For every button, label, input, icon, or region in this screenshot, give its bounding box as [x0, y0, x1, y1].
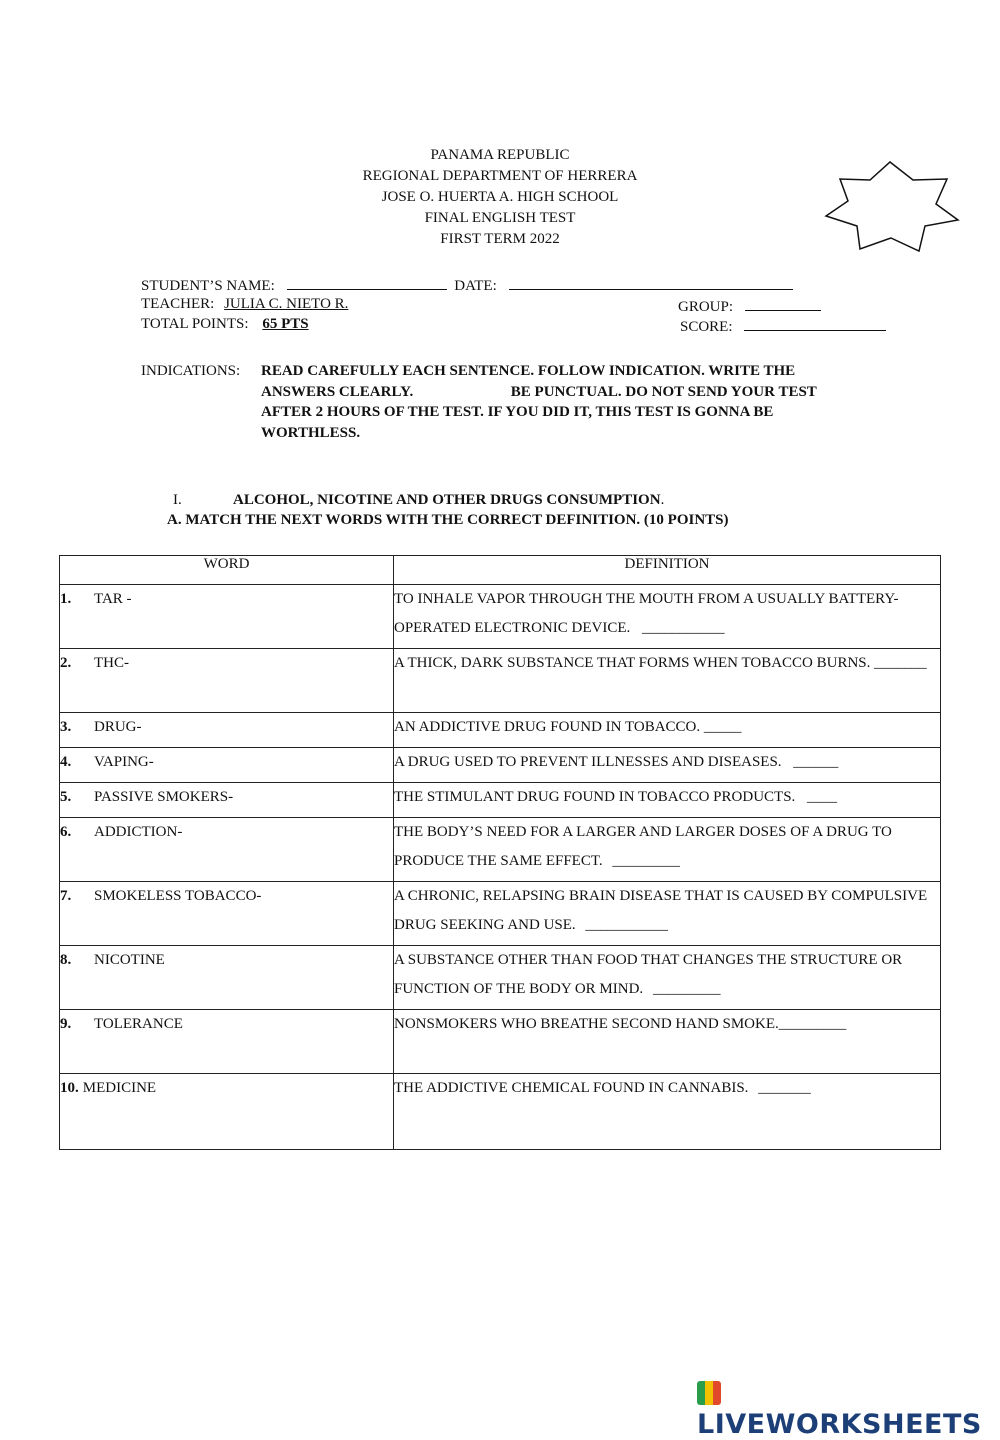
row-word: TAR -	[94, 591, 132, 607]
answer-blank[interactable]: _________	[778, 1016, 847, 1032]
word-column-header: WORD	[60, 556, 394, 585]
table-row	[60, 649, 941, 713]
answer-blank[interactable]: _______	[758, 1080, 811, 1096]
matching-table	[59, 555, 941, 1150]
row-number: 5.	[60, 789, 72, 805]
score-row	[680, 316, 886, 336]
total-points-row	[141, 316, 309, 333]
row-word: MEDICINE	[82, 1080, 157, 1096]
row-number: 9.	[60, 1016, 72, 1032]
answer-blank[interactable]: ___________	[642, 620, 725, 636]
teacher-value: JULIA C. NIETO R.	[224, 296, 349, 312]
row-word: TOLERANCE	[94, 1016, 183, 1032]
row-word: PASSIVE SMOKERS-	[94, 789, 234, 805]
table-row	[60, 748, 941, 783]
row-word: DRUG-	[94, 719, 142, 735]
student-name-row	[141, 275, 793, 295]
table-row	[60, 1010, 941, 1074]
definition-column-header: DEFINITION	[394, 556, 941, 585]
row-word: ADDICTION-	[94, 824, 183, 840]
table-row	[60, 882, 941, 946]
header-line-country: PANAMA REPUBLIC	[430, 147, 570, 163]
table-row	[60, 946, 941, 1010]
row-definition: NONSMOKERS WHO BREATHE SECOND HAND SMOKE.	[394, 1016, 779, 1032]
row-definition: A THICK, DARK SUBSTANCE THAT FORMS WHEN TOBACCO BURNS.	[394, 655, 871, 671]
row-definition: A SUBSTANCE OTHER THAN FOOD THAT CHANGES THE STRUCTURE OR FUNCTION OF THE BODY OR MIND.	[394, 952, 903, 997]
student-name-label: STUDENT’S NAME:	[141, 278, 275, 294]
indications-label: INDICATIONS:	[141, 363, 241, 379]
indications-text: READ CAREFULLY EACH SENTENCE. FOLLOW INDICATION. WRITE THE ANSWERS CLEARLY. BE PUNCTUAL. DO NOT SEND YOUR TEST AFTER 2 HOURS OF THE TEST. IF YOU DID IT, THIS TEST IS GONNA BE WORTHLESS.	[261, 363, 820, 441]
group-field[interactable]	[745, 296, 821, 311]
date-label: DATE:	[454, 278, 497, 294]
row-definition: AN ADDICTIVE DRUG FOUND IN TOBACCO.	[394, 719, 701, 735]
row-definition: THE BODY’S NEED FOR A LARGER AND LARGER DOSES OF A DRUG TO PRODUCE THE SAME EFFECT.	[394, 824, 892, 869]
date-field[interactable]	[509, 275, 793, 290]
table-header-row	[60, 556, 941, 585]
header-line-school: JOSE O. HUERTA A. HIGH SCHOOL	[381, 189, 619, 205]
row-number: 3.	[60, 719, 72, 735]
row-number: 10.	[60, 1080, 79, 1096]
section-title	[233, 492, 664, 509]
answer-blank[interactable]: ____	[807, 789, 838, 805]
table-row	[60, 783, 941, 818]
answer-blank[interactable]: _________	[652, 981, 721, 997]
answer-blank[interactable]: ___________	[585, 917, 668, 933]
answer-blank[interactable]: ______	[793, 754, 839, 770]
liveworksheets-brand-text: LIVEWORKSHEETS	[697, 1409, 982, 1440]
section-subtitle: A. MATCH THE NEXT WORDS WITH THE CORRECT DEFINITION. (10 POINTS)	[167, 512, 729, 528]
row-number: 4.	[60, 754, 72, 770]
row-number: 1.	[60, 591, 72, 607]
row-number: 6.	[60, 824, 72, 840]
answer-blank[interactable]: _________	[612, 853, 680, 869]
row-definition: TO INHALE VAPOR THROUGH THE MOUTH FROM A USUALLY BATTERY-OPERATED ELECTRONIC DEVICE.	[394, 591, 899, 636]
section-numeral: I.	[173, 492, 182, 508]
student-name-field[interactable]	[287, 275, 447, 290]
table-row	[60, 1074, 941, 1150]
row-number: 2.	[60, 655, 72, 671]
row-definition: THE ADDICTIVE CHEMICAL FOUND IN CANNABIS.	[394, 1080, 749, 1096]
teacher-label: TEACHER:	[141, 296, 215, 312]
row-word: THC-	[94, 655, 129, 671]
table-row	[60, 713, 941, 748]
group-row	[678, 296, 821, 316]
total-points-label: TOTAL POINTS:	[141, 316, 249, 332]
header-line-term: FIRST TERM 2022	[440, 231, 560, 247]
score-field[interactable]	[744, 316, 886, 331]
document-header	[300, 145, 700, 250]
row-definition: THE STIMULANT DRUG FOUND IN TOBACCO PRODUCTS.	[394, 789, 796, 805]
row-word: VAPING-	[94, 754, 154, 770]
liveworksheets-logo-icon	[697, 1381, 721, 1405]
row-number: 7.	[60, 888, 72, 904]
header-line-department: REGIONAL DEPARTMENT OF HERRERA	[362, 168, 638, 184]
table-row	[60, 818, 941, 882]
teacher-row	[141, 296, 348, 313]
section-title-text: ALCOHOL, NICOTINE AND OTHER DRUGS CONSUMPTION	[233, 492, 661, 508]
section-title-end: .	[660, 492, 665, 508]
liveworksheets-logo	[697, 1378, 1000, 1440]
row-definition: A CHRONIC, RELAPSING BRAIN DISEASE THAT IS CAUSED BY COMPULSIVE DRUG SEEKING AND USE.	[394, 888, 928, 933]
header-line-test: FINAL ENGLISH TEST	[424, 210, 576, 226]
row-word: NICOTINE	[94, 952, 165, 968]
score-label: SCORE:	[680, 319, 733, 335]
answer-blank[interactable]: _____	[703, 719, 742, 735]
total-points-value: 65 PTS	[262, 316, 309, 332]
table-row	[60, 585, 941, 649]
star-icon	[822, 158, 962, 254]
row-number: 8.	[60, 952, 72, 968]
answer-blank[interactable]: _______	[874, 655, 927, 671]
row-definition: A DRUG USED TO PREVENT ILLNESSES AND DISEASES.	[394, 754, 782, 770]
group-label: GROUP:	[678, 299, 734, 315]
row-word: SMOKELESS TOBACCO-	[94, 888, 262, 904]
